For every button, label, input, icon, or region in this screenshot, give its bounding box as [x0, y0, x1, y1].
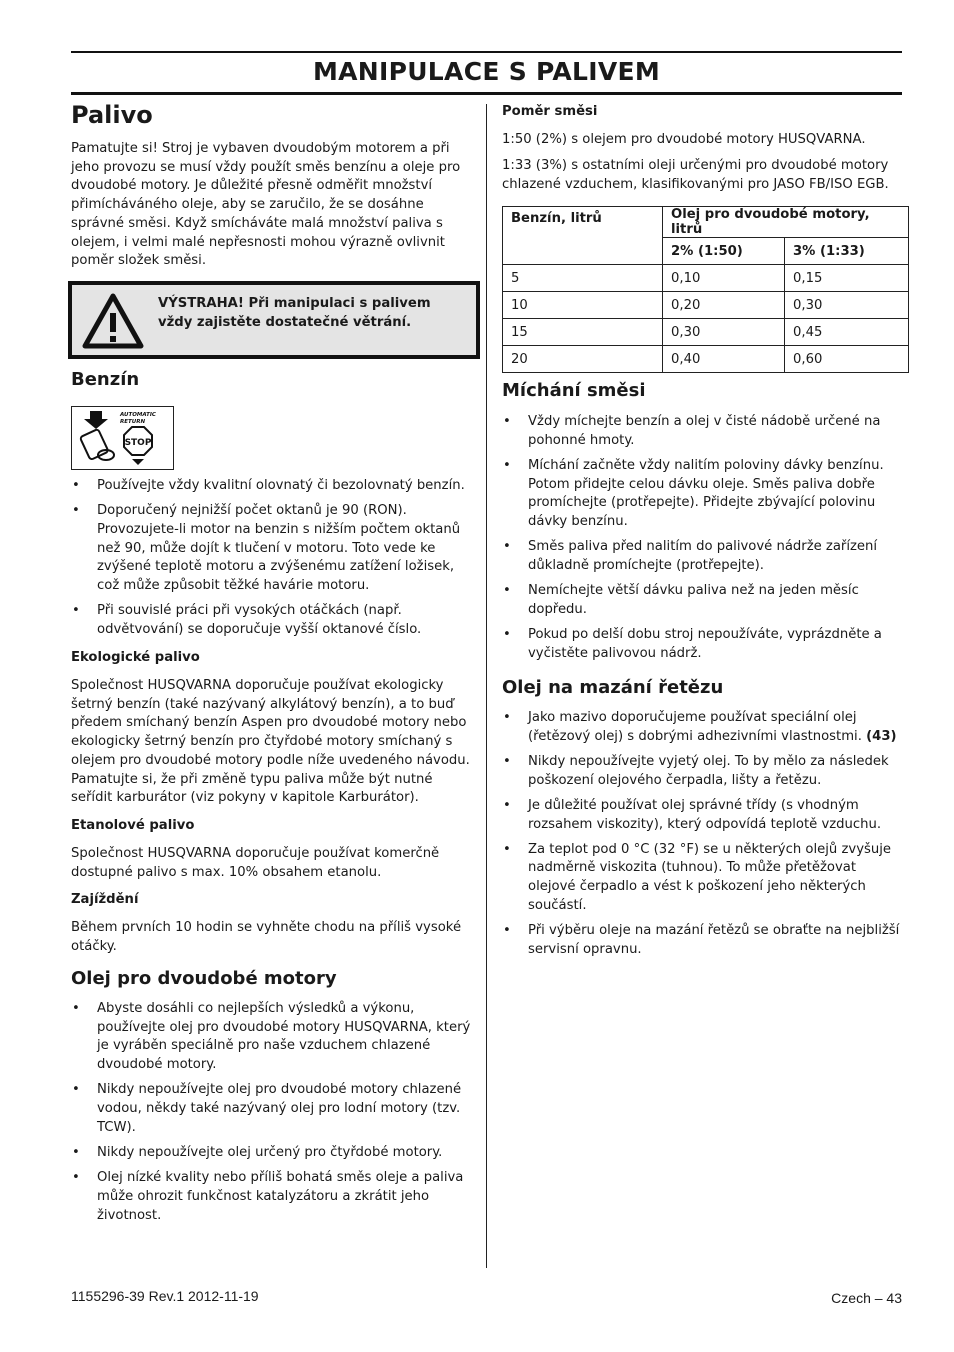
list-item: • Za teplot pod 0 °C (32 °F) se u některých olejů zvyšuje nadměrně viskozita (tuhnou). To může přetěžovat olejové čerpadlo a vést k poškození jeho některých součástí.	[502, 841, 904, 916]
breakin-text: Během prvních 10 hodin se vyhněte chodu na příliš vysoké otáčky.	[71, 920, 462, 954]
list-item: • Abyste dosáhli co nejlepších výsledků a výkonu, používejte olej pro dvoudobé motory HUSQVARNA, který je vyráběn speciálně pro naše vzduchem chlazené dvoudobé motory.	[71, 1000, 473, 1075]
table-cell: 0,30	[663, 319, 785, 346]
table-header-row	[503, 207, 909, 238]
fuel-icon-label-top: AUTOMATIC	[120, 412, 156, 418]
section-heading-michani: Míchání směsi	[502, 380, 646, 401]
fuel-icon-label-bottom: RETURN	[120, 419, 146, 425]
mix-ratio-table	[502, 206, 909, 373]
section-heading-olej-retez: Olej na mazání řetězu	[502, 677, 724, 698]
warning-triangle-icon	[82, 293, 144, 349]
table-cell: 0,30	[785, 292, 909, 319]
benzin-bullet-list	[71, 477, 471, 646]
ethanol-text: Společnost HUSQVARNA doporučuje používat komerčně dostupné palivo s max. 10% obsahem etanolu.	[71, 846, 440, 880]
list-item: • Vždy míchejte benzín a olej v čisté nádobě určené na pohonné hmoty.	[502, 413, 904, 450]
table-cell: 5	[503, 265, 663, 292]
section-heading-palivo: Palivo	[71, 101, 153, 129]
list-item: • Doporučený nejnižší počet oktanů je 90 (RON). Provozujete-li motor na benzin s nižším počtem oktanů než 90, může dojít k tlučení v motoru. Toto vede ke zvýšené teplotě motoru a zvýšenému zatížení ložisek, což může způsobit těžké havárie motoru.	[71, 502, 471, 596]
section-heading-olej-dvoudobe: Olej pro dvoudobé motory	[71, 968, 337, 989]
table-subheader-2pct: 2% (1:50)	[663, 238, 785, 265]
olej-retez-bullet-list	[502, 709, 904, 966]
table-row	[503, 346, 909, 373]
michani-bullet-list	[502, 413, 904, 670]
table-cell: 20	[503, 346, 663, 373]
list-item: • Pokud po delší dobu stroj nepoužíváte, vyprázdněte a vyčistěte palivovou nádrž.	[502, 626, 904, 663]
list-item: • Při souvislé práci při vysokých otáčkách (např. odvětvování) se doporučuje vyšší oktanové číslo.	[71, 602, 471, 639]
list-item: • Míchání začněte vždy nalitím poloviny dávky benzínu. Potom přidejte celou dávku oleje. Směs paliva dobře promíchejte (protřepejte). Přidejte zbývající polovinu dávky benzínu.	[502, 457, 904, 532]
section-heading-benzin: Benzín	[71, 369, 140, 390]
palivo-intro: Pamatujte si! Stroj je vybaven dvoudobým motorem a při jeho provozu se musí vždy použít směs benzínu a oleje pro dvoudobé motory. Je důležité přesně odměřit množství přimícháváného oleje, aby se zaručilo, že se dosáhne správné směsi. Když smícháváte malá množství paliva s olejem, i velmi malé nepřesnosti mohou výrazně ovlivnit poměr složek směsi.	[71, 141, 461, 269]
list-item: • Při výběru oleje na mazání řetězů se obraťte na nejbližší servisní opravnu.	[502, 922, 904, 959]
list-item: • Směs paliva před nalitím do palivové nádrže zařízení důkladně promíchejte (protřepejte).	[502, 538, 904, 575]
table-subheader-3pct: 3% (1:33)	[785, 238, 909, 265]
page-title: MANIPULACE S PALIVEM	[312, 57, 661, 86]
pomer-line-1: 1:50 (2%) s olejem pro dvoudobé motory HUSQVARNA.	[502, 132, 866, 147]
pomer-line-2: 1:33 (3%) s ostatními oleji určenými pro dvoudobé motory chlazené vzduchem, klasifikovanými pro JASO FB/ISO EGB.	[502, 158, 889, 192]
list-item: • Je důležité používat olej správné třídy (s vhodným rozsahem viskozity), který odpovídá teplotě vzduchu.	[502, 797, 904, 834]
list-item: • Olej nízké kvality nebo příliš bohatá směs oleje a paliva může ohrozit funkčnost katalyzátoru a zkrátit jeho životnost.	[71, 1169, 473, 1225]
warning-text: VÝSTRAHA! Při manipulaci s palivem vždy zajistěte dostatečné větrání.	[158, 296, 431, 330]
list-item: • Nikdy nepoužívejte olej pro dvoudobé motory chlazené vodou, někdy také nazývaný olej pro lodní motory (tzv. TCW).	[71, 1081, 473, 1137]
warning-box	[68, 281, 480, 359]
list-item	[502, 709, 904, 746]
eco-text: Společnost HUSQVARNA doporučuje používat ekologicky šetrný benzín (také nazývaný alkylátový benzín), a to buď předem smíchaný benzín Aspen pro dvoudobé motory nebo ekologicky šetrný benzín pro čtyřdobé motory smíchaný s olejem pro dvoudobé motory podle níže uvedeného návodu. Pamatujte si, že při změně typu paliva může být nutné seřídit karburátor (viz pokyny v kapitole Karburátor).	[71, 678, 470, 806]
table-header-benzin: Benzín, litrů	[503, 207, 663, 265]
table-cell: 0,20	[663, 292, 785, 319]
table-cell: 0,60	[785, 346, 909, 373]
subheading-zajizdeni: Zajíždění	[71, 892, 139, 907]
footer-page-number: Czech – 43	[831, 1290, 902, 1306]
subheading-ekologicke: Ekologické palivo	[71, 650, 200, 665]
table-cell: 0,15	[785, 265, 909, 292]
figure-reference: (43)	[866, 728, 897, 744]
table-cell: 0,40	[663, 346, 785, 373]
stop-label: STOP	[124, 438, 152, 448]
table-header-olej: Olej pro dvoudobé motory, litrů	[663, 207, 909, 238]
list-item: • Používejte vždy kvalitní olovnatý či bezolovnatý benzín.	[71, 477, 471, 496]
subheading-etanolove: Etanolové palivo	[71, 818, 195, 833]
footer-document-id: 1155296-39 Rev.1 2012-11-19	[71, 1288, 259, 1304]
page-title-bar	[71, 51, 902, 95]
table-row	[503, 292, 909, 319]
fuel-cap-icon	[71, 406, 174, 470]
table-cell: 15	[503, 319, 663, 346]
table-cell: 0,10	[663, 265, 785, 292]
subheading-pomer: Poměr směsi	[502, 104, 598, 119]
olej-dvoudobe-bullet-list	[71, 1000, 473, 1232]
table-cell: 10	[503, 292, 663, 319]
column-divider	[486, 104, 487, 1268]
list-item: • Nikdy nepoužívejte olej určený pro čtyřdobé motory.	[71, 1144, 473, 1163]
list-item: • Nemíchejte větší dávku paliva než na jeden měsíc dopředu.	[502, 582, 904, 619]
table-row	[503, 319, 909, 346]
list-item: • Nikdy nepoužívejte vyjetý olej. To by mělo za následek poškození olejového čerpadla, lišty a řetězu.	[502, 753, 904, 790]
list-item-text: Jako mazivo doporučujeme používat speciální olej (řetězový olej) s dobrými adhezivními vlastnostmi.	[528, 710, 862, 744]
table-row	[503, 265, 909, 292]
table-cell: 0,45	[785, 319, 909, 346]
